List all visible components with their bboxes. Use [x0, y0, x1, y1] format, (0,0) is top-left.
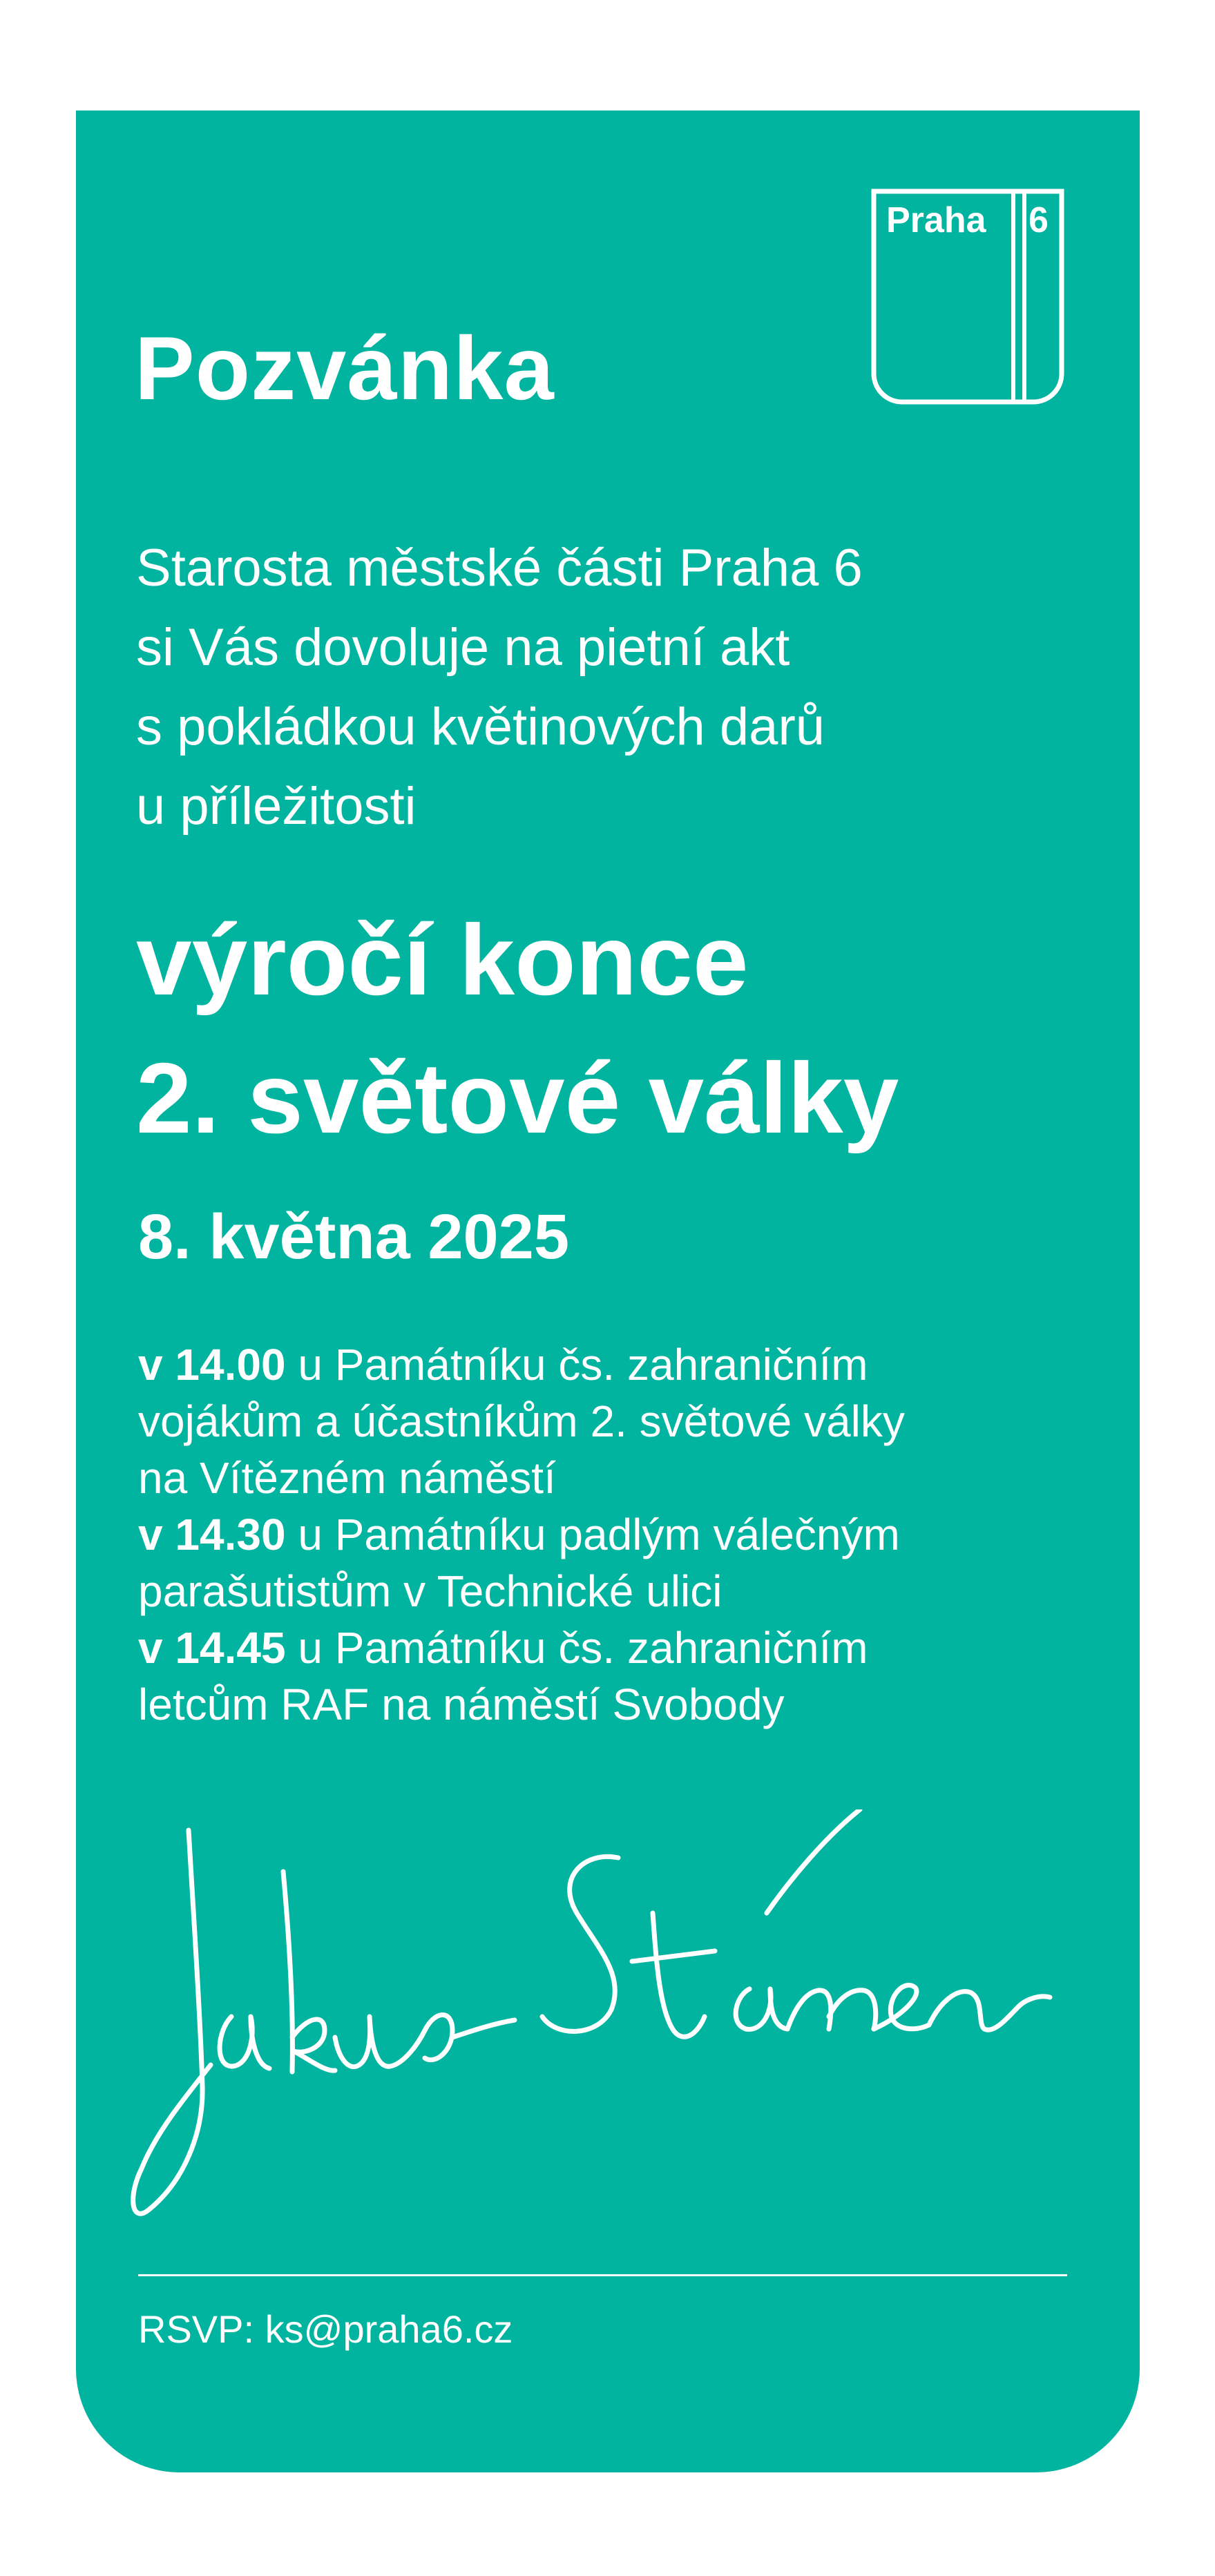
- schedule-text: u Památníku čs. zahraničním: [285, 1340, 868, 1390]
- intro-line: si Vás dovoluje na pietní akt: [136, 618, 790, 677]
- schedule-line: [138, 1506, 905, 1563]
- footer-divider: [138, 2274, 1067, 2276]
- schedule-time: v 14.45: [138, 1623, 286, 1673]
- praha6-logo: [871, 189, 1064, 405]
- headline-line: 2. světové války: [136, 1042, 899, 1154]
- schedule-text: u Památníku padlým válečným: [285, 1510, 900, 1559]
- event-date: 8. května 2025: [138, 1202, 570, 1272]
- schedule-line: [138, 1619, 905, 1676]
- intro-line: s pokládkou květinových darů: [136, 698, 825, 756]
- schedule-text: u Památníku čs. zahraničním: [285, 1623, 868, 1673]
- schedule-line: [138, 1336, 905, 1393]
- intro-line: u příležitosti: [136, 777, 417, 836]
- schedule-line: parašutistům v Technické ulici: [138, 1566, 723, 1616]
- event-schedule: [138, 1336, 905, 1733]
- event-headline: [136, 891, 899, 1167]
- logo-name: Praha: [886, 200, 986, 240]
- intro-text: [136, 528, 863, 846]
- schedule-time: v 14.00: [138, 1340, 286, 1390]
- page-title: Pozvánka: [135, 318, 555, 419]
- intro-line: Starosta městské části Praha 6: [136, 539, 863, 597]
- schedule-line: vojákům a účastníkům 2. světové války: [138, 1396, 905, 1446]
- schedule-line: na Vítězném náměstí: [138, 1453, 556, 1503]
- handwritten-signature: [128, 1809, 1067, 2224]
- logo-number: 6: [1029, 200, 1049, 240]
- schedule-time: v 14.30: [138, 1510, 286, 1559]
- headline-line: výročí konce: [136, 904, 749, 1016]
- rsvp-contact: RSVP: ks@praha6.cz: [138, 2307, 513, 2351]
- schedule-line: letcům RAF na náměstí Svobody: [138, 1680, 785, 1729]
